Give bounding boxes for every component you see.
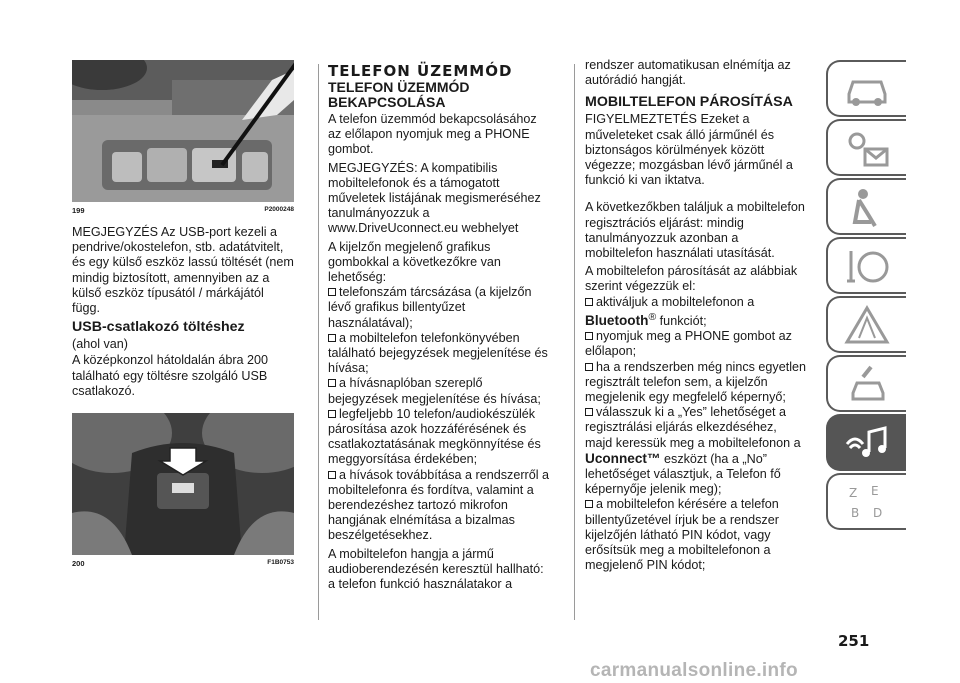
figure-number: 200 <box>72 559 85 569</box>
usb-charging-paragraph: A középkonzol hátoldalán ábra 200 található egy töltésre szolgáló USB csatlakozó. <box>72 353 269 398</box>
bullet-box-icon <box>585 408 593 416</box>
tab-emergency[interactable] <box>826 296 906 353</box>
tab-warning-lights[interactable] <box>826 119 906 176</box>
phone-audio-paragraph: A mobiltelefon hangja a jármű audioberendezésén keresztül hallható: a telefon funkció használatakor a <box>328 546 544 592</box>
alphabet-index-icon <box>841 481 893 523</box>
list-item: válasszuk ki a „Yes” lehetőséget a regisztrálási eljárás elkezdéséhez, majd keressük meg a mobiltelefonon a Uconnect™ eszközt (ha a „No” lehetőséget választjuk, a Telefon fő képernyője jelenik meg); <box>585 405 801 497</box>
list-item: a hívások továbbítása a rendszerről a mobiltelefonra és fordítva, valamint a berendezéshez tartozó mikrofon hangjának elnémítása a bizalmas beszélgetésekhez. <box>328 467 550 543</box>
figure-199-caption <box>72 206 294 215</box>
airbag-seat-icon <box>841 186 893 228</box>
figure-200-rear-usb-photo <box>72 413 294 555</box>
svg-text:Z: Z <box>849 485 858 500</box>
usb-charging-heading: USB-csatlakozó töltéshez <box>72 319 245 336</box>
column-left <box>72 0 294 578</box>
usb-note-paragraph: MEGJEGYZÉS Az USB-port kezeli a pendrive/okostelefon, stb. adatátvitelt, és egy külső eszköz lassú töltését (nem mindig biztosított, amennyiben az a külső eszköz típusától / márkájától függ. <box>72 225 294 316</box>
phone-mode-paragraph: A telefon üzemmód bekapcsolásához az előlapon nyomjuk meg a PHONE gombot. <box>328 112 537 157</box>
figure-number: 199 <box>72 206 85 215</box>
tab-multimedia[interactable] <box>826 414 906 471</box>
bullet-box-icon <box>328 471 336 479</box>
multimedia-icon <box>841 422 893 464</box>
list-item: telefonszám tárcsázása (a kijelzőn lévő grafikus billentyűzet használatával); <box>328 285 532 330</box>
steering-key-icon <box>841 245 893 287</box>
pairing-warning: FIGYELMEZTETÉS Ezeket a műveleteket csak álló járműnél és biztonságos körülmények között végezze; mozgásban lévő járműnél a funkció ki van iktatva. <box>585 112 793 188</box>
phone-mode-note: MEGJEGYZÉS: A kompatibilis mobiltelefonok és a támogatott műveletek listájának megismeréséhez tanulmányozzuk a www.DriveUconnect.eu webhelyet <box>328 160 541 236</box>
list-item: a mobiltelefon telefonkönyvében található bejegyzések megjelenítése és hívása; <box>328 330 548 376</box>
list-item: aktiváljuk a mobiltelefonon a Bluetooth® funkciót; <box>585 294 755 329</box>
road-warning-icon <box>841 304 893 346</box>
pairing-steps-intro: A mobiltelefon párosítását az alábbiak szerint végezzük el: <box>585 264 798 294</box>
wrench-car-icon <box>841 363 893 405</box>
figure-199-usb-port-photo <box>72 60 294 202</box>
tab-index[interactable] <box>826 473 906 530</box>
bullet-box-icon <box>328 410 336 418</box>
bullet-box-icon <box>328 379 336 387</box>
column-middle <box>328 0 550 595</box>
subsection-title: TELEFON ÜZEMMÓD BEKAPCSOLÁSA <box>328 79 470 110</box>
bullet-box-icon <box>328 334 336 342</box>
svg-text:E: E <box>871 483 879 498</box>
warning-light-icon <box>841 127 893 169</box>
usb-charging-availability: (ahol van) <box>72 337 129 352</box>
tab-car[interactable] <box>826 60 906 117</box>
figure-code: F1B0753 <box>267 559 294 567</box>
list-item: nyomjuk meg a PHONE gombot az előlapon; <box>585 329 792 359</box>
svg-text:B: B <box>851 505 860 520</box>
column-right <box>585 58 807 573</box>
tab-maintenance[interactable] <box>826 355 906 412</box>
column-divider <box>318 64 319 620</box>
watermark-footer: carmanualsonline.info <box>590 660 798 681</box>
pairing-intro: A következőkben találjuk a mobiltelefon regisztrációs eljárást: mindig tanulmányozzuk azonban a mobiltelefon használati utasítását. <box>585 200 805 261</box>
list-item: ha a rendszerben még nincs egyetlen regisztrált telefon sem, a kijelzőn megjelenik egy megfelelő képernyő; <box>585 359 807 405</box>
page-number: 251 <box>838 632 870 650</box>
pairing-heading: MOBILTELEFON PÁROSÍTÁSA <box>585 94 793 111</box>
tab-starting-driving[interactable] <box>826 237 906 294</box>
column-divider <box>574 64 575 620</box>
chapter-tabs <box>826 60 906 532</box>
list-item: a hívásnaplóban szereplő bejegyzések megjelenítése és hívása; <box>328 376 541 406</box>
tab-safety[interactable] <box>826 178 906 235</box>
list-item: a mobiltelefon kérésére a telefon billentyűzetével írjuk be a rendszer kijelzőjén látható PIN kódot, vagy erősítsük meg a mobiltelefonon a megjelenő PIN kódot; <box>585 497 779 573</box>
bullet-box-icon <box>585 363 593 371</box>
list-item: legfeljebb 10 telefon/audiokészülék párosítása azok hozzáférésének és csatlakoztatásának megkönnyítése és meggyorsítása érdekében; <box>328 406 541 467</box>
bullet-box-icon <box>585 298 593 306</box>
figure-code: P2000248 <box>264 206 294 213</box>
continued-paragraph: rendszer automatikusan elnémítja az autórádió hangját. <box>585 58 791 88</box>
bullet-box-icon <box>585 332 593 340</box>
svg-text:D: D <box>873 505 883 520</box>
section-title: TELEFON ÜZEMMÓD <box>328 62 513 80</box>
car-icon <box>841 68 893 110</box>
bullet-box-icon <box>585 500 593 508</box>
bullet-box-icon <box>328 288 336 296</box>
figure-200-caption <box>72 559 294 568</box>
phone-mode-options-intro: A kijelzőn megjelenő grafikus gombokkal a következőkre van lehetőség: <box>328 239 501 285</box>
